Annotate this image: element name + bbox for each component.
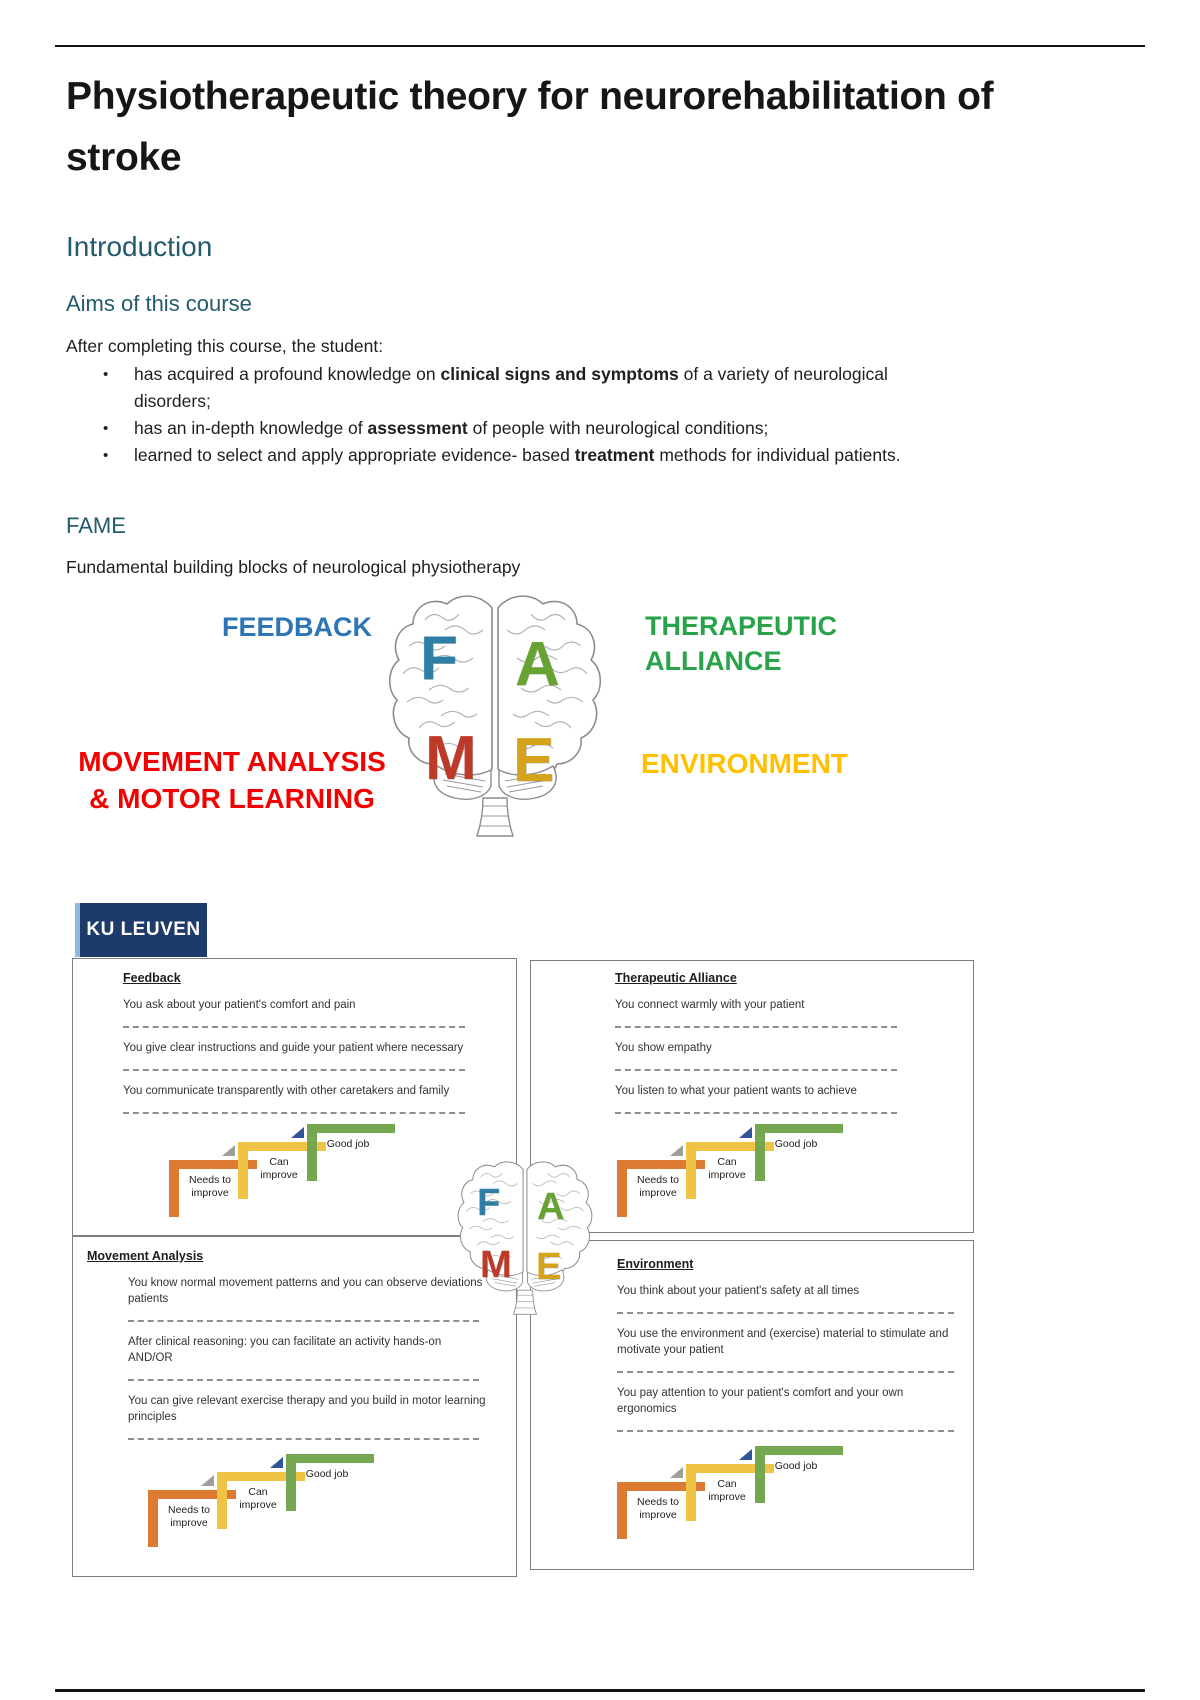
movement-analysis-label: MOVEMENT ANALYSIS & MOTOR LEARNING (78, 746, 386, 814)
bullet-text-segment: has acquired a profound knowledge on (134, 364, 441, 384)
stair-step-3 (307, 1124, 395, 1181)
stair-step-label: Good job (326, 1138, 370, 1150)
quadrant-title: Feedback (123, 971, 181, 985)
stairs-chart (148, 1454, 364, 1554)
quadrant-item-text: You communicate transparently with other caretakers and family (123, 1085, 450, 1097)
stair-step-label: Can improve (708, 1156, 746, 1181)
page-title: Physiotherapeutic theory for neurorehabilitation of stroke (66, 75, 994, 179)
bullet-text-segment: has an in-depth knowledge of (134, 418, 368, 438)
quadrant-item-text: You think about your patient's safety at all times (617, 1285, 860, 1297)
stair-arrow-icon (739, 1449, 752, 1460)
therapeutic-alliance-quadrant (530, 960, 974, 1233)
dashed-answer-line (615, 1026, 897, 1028)
ku-leuven-logo (75, 903, 207, 957)
stair-arrow-icon (670, 1145, 683, 1156)
fame-letter-m: M (480, 1244, 512, 1286)
brain-illustration (385, 590, 605, 845)
stair-step-label: Can improve (239, 1486, 277, 1511)
aims-bullet-item (100, 415, 910, 442)
aims-intro-text: After completing this course, the student: (66, 336, 384, 356)
stair-step-3 (755, 1446, 843, 1503)
fame-letter-f: F (420, 624, 458, 693)
ku-leuven-logo-text: KU LEUVEN (86, 919, 201, 940)
dashed-answer-line (615, 1069, 897, 1071)
dashed-answer-line (123, 1026, 465, 1028)
bullet-marker: • (103, 366, 109, 383)
aims-heading: Aims of this course (66, 291, 252, 316)
fame-letter-a: A (515, 630, 560, 699)
stairs-chart (617, 1446, 833, 1546)
dashed-answer-line (128, 1438, 479, 1440)
stairs-chart (169, 1124, 385, 1224)
stair-step-label: Good job (774, 1460, 818, 1472)
fame-letter-f: F (477, 1182, 501, 1224)
quadrant-item-text: You connect warmly with your patient (615, 999, 805, 1011)
bullet-text-segment: learned to select and apply appropriate evidence- based (134, 445, 575, 465)
aims-bullet-item (100, 361, 910, 415)
dashed-answer-line (123, 1112, 465, 1114)
dashed-answer-line (617, 1371, 954, 1373)
brain-sketch-drawing (455, 1158, 595, 1320)
dashed-answer-line (128, 1379, 479, 1381)
stair-step-label: Needs to improve (636, 1496, 680, 1521)
feedback-label: FEEDBACK (222, 612, 373, 642)
bullet-text-segment: methods for individual patients. (654, 445, 901, 465)
dashed-answer-line (617, 1312, 954, 1314)
stair-arrow-icon (201, 1475, 214, 1486)
therapeutic-alliance-label: THERAPEUTIC ALLIANCE (645, 611, 838, 676)
bullet-text-segment: of a variety of neurological disorders; (134, 364, 888, 411)
quadrant-title: Environment (617, 1257, 694, 1271)
feedback-quadrant (72, 958, 517, 1236)
bullet-text-segment: treatment (574, 445, 655, 465)
brain-sketch-drawing (385, 590, 605, 845)
stair-step-label: Good job (774, 1138, 818, 1150)
stair-step-label: Good job (305, 1468, 349, 1480)
quadrant-title: Therapeutic Alliance (615, 971, 737, 985)
bullet-text-segment: assessment (367, 418, 468, 438)
top-rule (55, 45, 1145, 47)
quadrant-item-text: You listen to what your patient wants to achieve (615, 1085, 857, 1097)
stair-step-label: Needs to improve (167, 1504, 211, 1529)
stairs-chart (617, 1124, 833, 1224)
stair-arrow-icon (291, 1127, 304, 1138)
bullet-marker: • (103, 420, 109, 437)
stair-step-3 (755, 1124, 843, 1181)
stair-step-label: Can improve (708, 1478, 746, 1503)
stair-step-3 (286, 1454, 374, 1511)
fame-subtitle: Fundamental building blocks of neurological physiotherapy (66, 557, 521, 577)
quadrant-item-text: You use the environment and (exercise) material to stimulate and motivate your patient (617, 1328, 949, 1356)
fame-letter-e: E (536, 1246, 562, 1288)
quadrant-item-text: You pay attention to your patient's comfort and your own ergonomics (617, 1387, 904, 1415)
stair-step-label: Needs to improve (636, 1174, 680, 1199)
bottom-rule (55, 1689, 1145, 1692)
environment-label: ENVIRONMENT (641, 748, 848, 779)
stair-arrow-icon (670, 1467, 683, 1478)
quadrant-item-text: You know normal movement patterns and you can observe deviations patients (128, 1277, 483, 1305)
bullet-text-segment: of people with neurological conditions; (467, 418, 769, 438)
aims-bullet-item (100, 442, 910, 469)
fame-heading: FAME (66, 513, 126, 538)
introduction-heading: Introduction (66, 231, 213, 262)
dashed-answer-line (617, 1430, 954, 1432)
dashed-answer-line (615, 1112, 897, 1114)
environment-quadrant (530, 1240, 974, 1570)
fame-letter-a: A (537, 1186, 565, 1228)
quadrant-item-text: You can give relevant exercise therapy and you build in motor learning principles (128, 1395, 486, 1423)
fame-letter-m: M (425, 724, 477, 793)
fame-letter-e: E (513, 726, 555, 795)
brain-illustration-small (455, 1158, 595, 1320)
quadrant-item-text: You ask about your patient's comfort and pain (123, 999, 356, 1011)
quadrant-item-text: After clinical reasoning: you can facilitate an activity hands-on AND/OR (128, 1336, 442, 1364)
fame-diagram (0, 585, 1200, 855)
quadrant-item-text: You give clear instructions and guide your patient where necessary (123, 1042, 464, 1054)
quadrant-item-text: You show empathy (615, 1042, 712, 1054)
stair-arrow-icon (270, 1457, 283, 1468)
quadrant-title: Movement Analysis (87, 1249, 204, 1263)
movement-analysis-quadrant (72, 1236, 517, 1577)
bullet-text-segment: clinical signs and symptoms (440, 364, 679, 384)
stair-arrow-icon (222, 1145, 235, 1156)
stair-arrow-icon (739, 1127, 752, 1138)
dashed-answer-line (128, 1320, 479, 1322)
bullet-marker: • (103, 447, 109, 464)
dashed-answer-line (123, 1069, 465, 1071)
aims-bullet-list (100, 361, 910, 469)
stair-step-label: Needs to improve (188, 1174, 232, 1199)
stair-step-label: Can improve (260, 1156, 298, 1181)
